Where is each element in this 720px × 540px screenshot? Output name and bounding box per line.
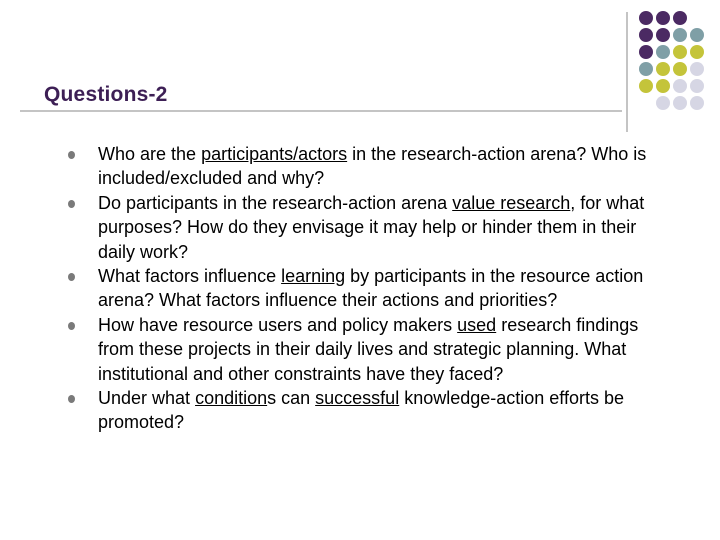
bullet-item <box>68 386 668 435</box>
decor-dot <box>673 96 687 110</box>
bullet-text: Who are the <box>98 144 202 164</box>
bullet-text: by participants in the resource action arena? What factors influence their actions and priorities? <box>98 266 644 311</box>
decor-dot <box>673 28 687 42</box>
decor-dot <box>639 62 653 76</box>
underlined-text: used <box>457 314 497 335</box>
slide-title: Questions-2 <box>44 83 168 106</box>
decor-dot <box>690 79 704 93</box>
bullet-text: Do participants in the research-action arena <box>98 192 453 213</box>
decor-dot <box>656 28 670 42</box>
bullet-text: knowledge-action efforts be promoted? <box>98 388 625 433</box>
underlined-text: participants/actors <box>201 144 348 164</box>
bullet-icon <box>68 273 75 281</box>
decor-dot <box>656 11 670 25</box>
decor-dot <box>690 96 704 110</box>
decor-dot <box>656 45 670 59</box>
decor-dot <box>639 79 653 93</box>
decor-dot <box>656 79 670 93</box>
decor-dot <box>673 62 687 76</box>
bullet-text: research findings from these projects in their daily lives and strategic planning. What institutional and other constraints have they faced? <box>98 314 639 384</box>
decor-dot <box>673 45 687 59</box>
bullet-icon <box>68 200 75 208</box>
bullet-text: in the research-action arena? Who is included/excluded and why? <box>98 144 647 189</box>
decor-dot <box>690 28 704 42</box>
bullet-text: s can <box>267 388 316 409</box>
decor-dot <box>639 11 653 25</box>
underlined-text: learning <box>281 266 346 287</box>
bullet-text: Under what <box>98 388 196 409</box>
decor-dot <box>656 62 670 76</box>
bullet-item <box>68 191 668 264</box>
decor-dot <box>639 28 653 42</box>
decor-dot <box>639 45 653 59</box>
decor-dot <box>690 62 704 76</box>
bullet-item <box>68 264 668 313</box>
decor-dot <box>673 79 687 93</box>
underlined-text: successful <box>315 388 400 409</box>
underlined-text: value research <box>452 192 571 213</box>
bullet-icon <box>68 151 75 159</box>
decor-dot <box>656 96 670 110</box>
bullet-text: What factors influence <box>98 266 282 287</box>
bullet-item <box>68 313 668 386</box>
bullet-icon <box>68 395 75 403</box>
underlined-text: condition <box>195 388 268 409</box>
decor-dot <box>673 11 687 25</box>
bullet-list <box>68 142 668 435</box>
bullet-text: , for what purposes? How do they envisage it may help or hinder them in their daily work? <box>98 192 645 262</box>
bullet-text: How have resource users and policy makers <box>98 314 458 335</box>
decor-dot <box>690 45 704 59</box>
bullet-item <box>68 142 668 191</box>
bullet-icon <box>68 322 75 330</box>
